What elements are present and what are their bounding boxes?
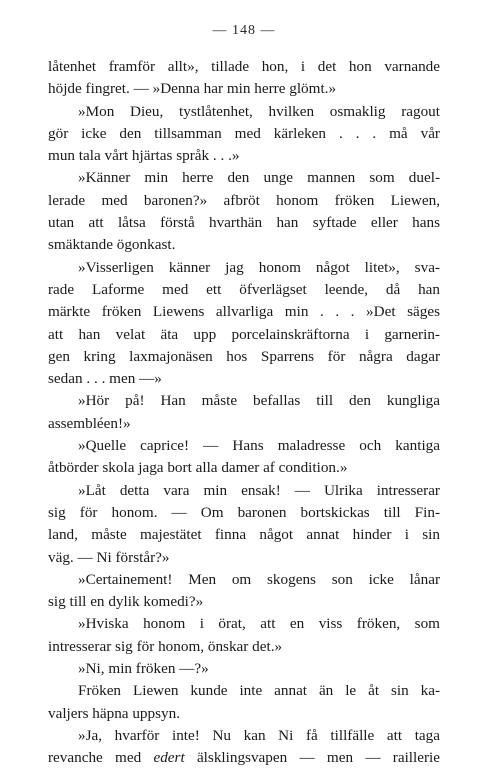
text-line: »Hviska honom i örat, att en viss fröken, som [78,615,440,633]
text-line: mun tala vårt hjärtas språk . . .» [48,147,240,165]
text-line: Fröken Liewen kunde inte annat än le åt sin ka- [78,682,440,700]
text-line: »Ni, min fröken —?» [78,660,209,678]
text-line: »Visserligen känner jag honom något litet», sva- [78,258,440,276]
text-line: smäktande ögonkast. [48,236,176,254]
text-line: land, måste majestätet finna något annat hinder i sin [48,526,440,544]
text-line: rade Laforme med ett öfverlägset leende, då han [48,280,440,298]
text-line: »Ja, hvarför inte! Nu kan Ni få tillfälle att taga [78,726,440,744]
text-line: assembléen!» [48,414,131,432]
text-line: lerade med baronen?» afbröt honom fröken Liewen, [48,191,440,209]
text-line: »Hör på! Han måste befallas till den kungliga [78,392,440,410]
text-line: sig för honom. — Om baronen bortskickas till Fin- [48,503,440,521]
page-number: — 148 — [212,23,276,38]
text-line: gör icke den tillsamman med kärleken . . . må vår [48,124,440,142]
text-line: »Mon Dieu, tystlåtenhet, hvilken osmaklig ragout [78,102,440,120]
text-line: »Känner min herre den unge mannen som duel- [78,169,440,187]
emphasis-word: edert [153,749,185,767]
text-line: valjers häpna uppsyn. [48,704,181,722]
text-line: att han velat äta upp porcelainskräftorna i garnerin- [48,325,440,343]
text-line: väg. — Ni förstår?» [48,548,170,566]
body-text [48,56,440,770]
text-line: sedan . . . men —» [48,370,162,388]
text-line: höjde fingret. — »Denna har min herre glömt.» [48,80,337,98]
text-line: revanche med edert älsklingsvapen — men — raillerie [48,749,440,767]
text-line: »Låt detta vara min ensak! — Ulrika intresserar [78,481,440,499]
text-line: »Quelle caprice! — Hans maladresse och kantiga [78,437,440,455]
text-line: gen kring laxmajonäsen hos Sparrens för några dagar [48,347,440,365]
text-line: utan att låtsa förstå hvarthän han syftade eller hans [48,214,440,232]
text-line: åtbörder skola jaga bort alla damer af condition.» [48,459,348,477]
text-line: intresserar sig för honom, önskar det.» [48,637,283,655]
text-line: sig till en dylik komedi?» [48,593,204,611]
text-line: märkte fröken Liewens allvarliga min . . . »Det säges [48,303,440,321]
text-line: »Certainement! Men om skogens son icke lånar [78,570,440,588]
text-line: låtenhet framför allt», tillade hon, i det hon varnande [48,58,440,75]
